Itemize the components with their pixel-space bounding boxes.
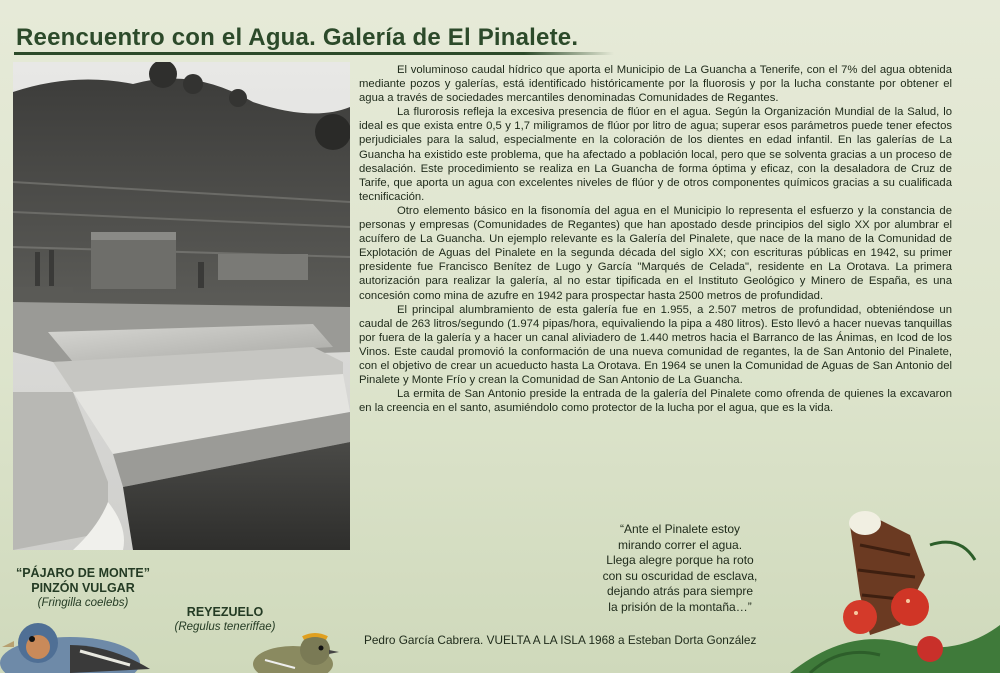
article-body bbox=[359, 63, 952, 415]
poem-citation: Pedro García Cabrera. VUELTA A LA ISLA 1968 a Esteban Dorta González bbox=[364, 633, 757, 647]
chaffinch-bird-image bbox=[0, 615, 160, 673]
photo-illustration bbox=[13, 62, 350, 550]
bird-scientific-name: (Fringilla coelebs) bbox=[37, 597, 129, 609]
page-title: Reencuentro con el Agua. Galería de El Pinalete. bbox=[16, 24, 579, 51]
poem-line: con su oscuridad de esclava, bbox=[602, 568, 758, 583]
bird-common-name: REYEZUELO bbox=[186, 605, 264, 619]
paragraph: El voluminoso caudal hídrico que aporta el Municipio de La Guancha a Tenerife, con el 7% del agua obtenida mediante pozos y galerías, está identificado históricamente por la fluorosis y por la lucha constante por obtener el agua a través de sociedades mercantiles denominadas Comunidades de Regantes. bbox=[359, 64, 952, 105]
poem-line: dejando atrás para siempre bbox=[606, 584, 754, 599]
poem-quote bbox=[560, 522, 800, 616]
paragraph: Otro elemento básico en la fisonomía del agua en el Municipio lo representa el esfuerzo y la constancia de personas y empresas (Comunidades de Regantes) que han apostado desde principios del siglo XX por alumbrar el acuífero de La Guancha. Un ejemplo relevante es la Galería del Pinalete, que nace de la mano de la Comunidad de Explotación de Aguas del Pinalete en la segunda década del siglo XX; con escrituras públicas en 1942, su primer presidente fue Francisco Benítez de Lugo y García "Marqués de Celada", residente en La Orotava. La primera autorización para realizar la galería, al no estar tipificada en el Instituto Geológico y Minero de España, es una concesión como mina de azufre en 1942 para prospectar hasta 2500 metros de profundidad. bbox=[359, 204, 952, 302]
paragraph: El principal alumbramiento de esta galería fue en 1.955, a 2.507 metros de profundidad, obteniéndose un caudal de 263 litros/segundo (1.974 pipas/hora, equivaliendo la pipa a 480 litros). Esto llevó a hacer nuevas tanquillas por fuera de la galería y a hacer un canal aliviadero de 1.440 metros hacia el Barranco de las Ánimas, en Icod de los Vinos. Este caudal promovió la conformación de una nueva comunidad de regantes, la de San Antonio del Pinalete, con el objetivo de crear un acueducto hasta La Orotava. En 1964 se unen la Comunidad de Aguas de San Antonio del Pinalete y Monte Frío y crean la Comunidad de San Antonio de La Guancha. bbox=[359, 303, 952, 387]
poem-line: “Ante el Pinalete estoy bbox=[619, 522, 741, 536]
paragraph: La flurorosis refleja la excesiva presencia de flúor en el agua. Según la Organización Mundial de la Salud, lo ideal es que exista entre 0,5 y 1,7 miligramos de flúor por litro de agua; superar esos parámetros puede tener efectos perjudiciales para la salud, especialmente en la coloración de los dientes en edad infantil. En las galerías de La Guancha ha existido este problema, que ha afectado a población local, pero que se solventa gracias a un proceso de desalación. Este procedimiento se realiza en La Guancha de forma óptima y eficaz, con la desaladora de Cruz de Tarife, que aporta un agua con excelentes niveles de flúor y de otros componentes químicos gracias a su cualificada tecnificación. bbox=[359, 106, 952, 203]
title-underline bbox=[14, 52, 614, 55]
bird-label-chaffinch bbox=[8, 566, 158, 611]
poem-line: Llega alegre porque ha roto bbox=[606, 553, 754, 568]
paragraph: La ermita de San Antonio preside la entrada de la galería del Pinalete como ofrenda de quienes la excavaron en la creencia en el santo, asumiéndolo como protector de la lucha por el agua, que es la vida. bbox=[359, 388, 952, 415]
historical-photo bbox=[13, 62, 350, 550]
bird-common-name-2: PINZÓN VULGAR bbox=[31, 581, 135, 595]
goldcrest-bird-image bbox=[245, 630, 340, 673]
pine-cone-illustration bbox=[790, 505, 1000, 673]
poem-line: mirando correr el agua. bbox=[617, 537, 743, 552]
poem-line: la prisión de la montaña…” bbox=[608, 599, 752, 614]
bird-common-name: “PÁJARO DE MONTE” bbox=[15, 566, 151, 580]
bird-scientific-name: (Regulus teneriffae) bbox=[174, 621, 276, 633]
